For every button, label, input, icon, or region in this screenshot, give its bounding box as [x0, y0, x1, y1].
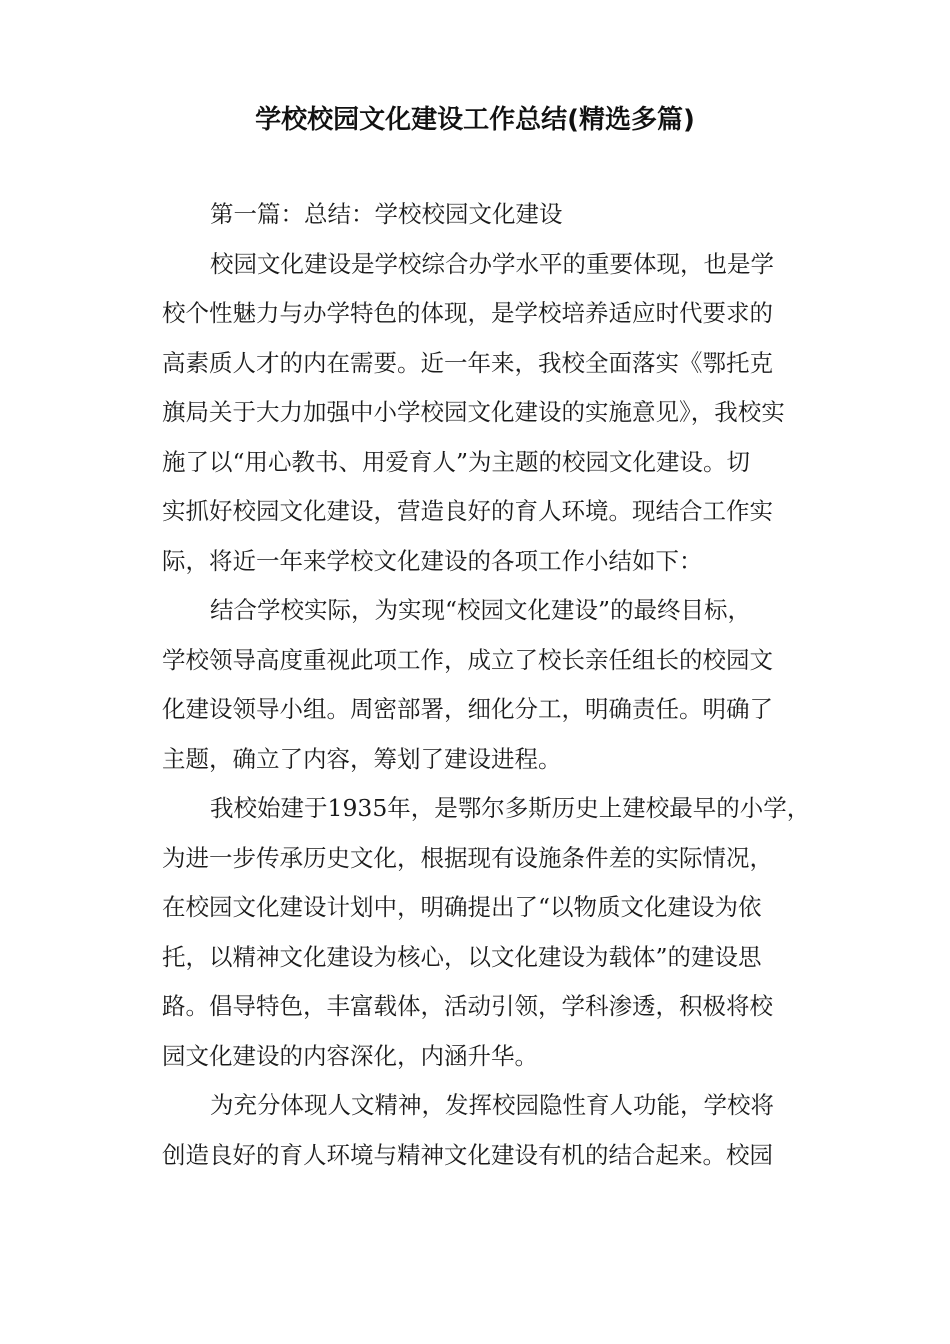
paragraph-line: 实抓好校园文化建设，营造良好的育人环境。现结合工作实 — [162, 497, 773, 525]
paragraph-line: 主题，确立了内容，筹划了建设进程。 — [162, 744, 562, 773]
paragraph-line: 我校始建于1935年，是鄂尔多斯历史上建校最早的小学， — [210, 794, 811, 822]
paragraph-line: 园文化建设的内容深化，内涵升华。 — [162, 1041, 538, 1070]
paragraph-line: 高素质人才的内在需要。近一年来，我校全面落实《鄂托克 — [162, 348, 773, 377]
paragraph-line: 托，以精神文化建设为核心，以文化建设为载体”的建设思 — [162, 942, 762, 971]
section-heading: 第一篇：总结：学校校园文化建设 — [210, 200, 563, 228]
paragraph-line: 为充分体现人文精神，发挥校园隐性育人功能，学校将 — [210, 1091, 774, 1119]
paragraph-4 — [162, 1081, 790, 1180]
paragraph-line: 为进一步传承历史文化，根据现有设施条件差的实际情况， — [162, 843, 773, 872]
paragraph-line: 路。倡导特色，丰富载体，活动引领，学科渗透，积极将校 — [162, 992, 773, 1020]
paragraph-line: 际，将近一年来学校文化建设的各项工作小结如下： — [162, 546, 703, 575]
paragraph-line: 创造良好的育人环境与精神文化建设有机的结合起来。校园 — [162, 1140, 773, 1169]
document-body — [162, 190, 811, 1180]
paragraph-line: 结合学校实际，为实现“校园文化建设”的最终目标， — [210, 596, 752, 624]
paragraph-line: 化建设领导小组。周密部署，细化分工，明确责任。明确了 — [162, 695, 773, 723]
paragraph-line: 校园文化建设是学校综合办学水平的重要体现，也是学 — [210, 249, 774, 278]
paragraph-line: 施了以“用心教书、用爱育人”为主题的校园文化建设。切 — [162, 447, 751, 476]
paragraph-line: 旗局关于大力加强中小学校园文化建设的实施意见》，我校实 — [162, 398, 785, 426]
paragraph-line: 在校园文化建设计划中，明确提出了“以物质文化建设为依 — [162, 893, 762, 921]
paragraph-3 — [162, 784, 811, 1081]
paragraph-1 — [162, 240, 790, 587]
paragraph-line: 学校领导高度重视此项工作，成立了校长亲任组长的校园文 — [162, 645, 773, 674]
document-title: 学校校园文化建设工作总结(精选多篇) — [255, 105, 695, 135]
paragraph-line: 校个性魅力与办学特色的体现，是学校培养适应时代要求的 — [162, 299, 773, 327]
paragraph-2 — [162, 586, 790, 784]
